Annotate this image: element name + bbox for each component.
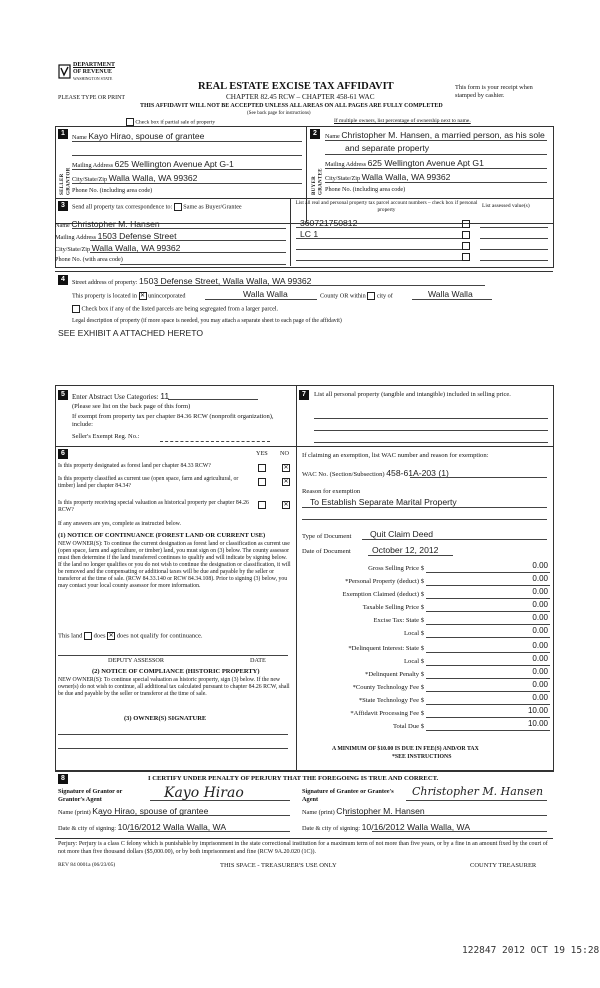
grantor-signature-text: Kayo Hirao bbox=[164, 785, 244, 801]
historic-no-checkbox[interactable]: ✕ bbox=[283, 502, 289, 508]
grantee-name[interactable]: Christopher M. Hansen bbox=[336, 806, 425, 816]
current-use-yes-checkbox[interactable] bbox=[258, 478, 266, 486]
tax-row-label: *Affidavit Processing Fee $ bbox=[350, 710, 424, 717]
notice2-title: (2) NOTICE OF COMPLIANCE (HISTORIC PROPERTY) bbox=[92, 668, 260, 675]
property-city[interactable]: Walla Walla bbox=[428, 289, 473, 299]
doc-date-label: Date of Document bbox=[302, 548, 351, 555]
section-3-number: 3 bbox=[58, 201, 68, 211]
tax-row-value[interactable]: 0.00 bbox=[532, 641, 548, 650]
forest-no-checkbox[interactable]: ✕ bbox=[283, 465, 289, 471]
tax-row-value[interactable]: 0.00 bbox=[532, 600, 548, 609]
tax-row bbox=[300, 586, 552, 599]
tax-row bbox=[300, 692, 552, 705]
dept-line3: WASHINGTON STATE bbox=[73, 76, 113, 81]
reason-label: Reason for exemption bbox=[302, 488, 361, 495]
minimum-fee-note: A MINIMUM OF $10.00 IS DUE IN FEE(S) AND/OR TAX bbox=[332, 746, 479, 752]
abstract-label: Enter Abstract Use Categories: bbox=[72, 393, 159, 401]
corr-mailing-label: Mailing Address bbox=[55, 234, 97, 241]
city-of-checkbox[interactable] bbox=[367, 292, 375, 300]
grantee-signature-svg bbox=[410, 781, 550, 799]
tax-row-value[interactable]: 0.00 bbox=[532, 667, 548, 676]
buyer-phone-label: Phone No. (including area code) bbox=[325, 186, 406, 193]
this-land-label: This land bbox=[58, 632, 83, 640]
located-prefix: This property is located in bbox=[72, 292, 137, 300]
does-not-checkbox[interactable]: ✕ bbox=[108, 633, 114, 639]
doc-date[interactable]: October 12, 2012 bbox=[372, 545, 439, 555]
tax-row bbox=[300, 625, 552, 638]
parcel-1-checkbox[interactable] bbox=[462, 220, 470, 228]
current-use-no-checkbox[interactable]: ✕ bbox=[283, 479, 289, 485]
tax-row-value[interactable]: 0.00 bbox=[532, 654, 548, 663]
tax-row bbox=[300, 653, 552, 666]
tax-row bbox=[300, 666, 552, 679]
tax-row-label: *Personal Property (deduct) $ bbox=[345, 578, 424, 585]
no-header: NO bbox=[280, 450, 289, 457]
buyer-name-label: Name bbox=[325, 133, 340, 140]
grantee-signature[interactable] bbox=[410, 781, 550, 799]
form-warning: THIS AFFIDAVIT WILL NOT BE ACCEPTED UNLESS ALL AREAS ON ALL PAGES ARE FULLY COMPLETED bbox=[140, 103, 443, 109]
corr-name[interactable]: Christopher M. Hansen bbox=[71, 219, 160, 229]
tax-row-value[interactable]: 0.00 bbox=[532, 561, 548, 570]
seller-mailing[interactable]: 625 Wellington Avenue Apt G-1 bbox=[114, 159, 234, 169]
grantor-name[interactable]: Kayo Hirao, spouse of grantee bbox=[92, 806, 209, 816]
parcel-3-checkbox[interactable] bbox=[462, 242, 470, 250]
tax-row-label: Local $ bbox=[404, 658, 424, 665]
wac-number[interactable]: 458-61A-203 (1) bbox=[386, 468, 449, 478]
form-title: REAL ESTATE EXCISE TAX AFFIDAVIT bbox=[198, 81, 394, 92]
tax-row-label: Local $ bbox=[404, 630, 424, 637]
grantor-signature-svg bbox=[160, 783, 290, 801]
street-label: Street address of property: bbox=[72, 279, 138, 286]
answers-note: If any answers are yes, complete as instructed below. bbox=[58, 521, 181, 527]
tax-row bbox=[300, 573, 552, 586]
buyer-city-label: City/State/Zip bbox=[325, 175, 361, 182]
same-as-buyer-label: Same as Buyer/Grantee bbox=[183, 203, 242, 211]
seller-phone-label: Phone No. (including area code) bbox=[72, 187, 153, 194]
wac-label: WAC No. (Section/Subsection) bbox=[302, 471, 385, 478]
tax-row-label: Total Due $ bbox=[392, 723, 424, 730]
buyer-mailing-label: Mailing Address bbox=[325, 161, 367, 168]
tax-row-value[interactable]: 0.00 bbox=[532, 680, 548, 689]
seller-mailing-label: Mailing Address bbox=[72, 162, 114, 169]
section-5-number: 5 bbox=[58, 390, 68, 400]
dept-line2: OF REVENUE bbox=[73, 69, 112, 75]
parcel-4-checkbox[interactable] bbox=[462, 253, 470, 261]
tax-row bbox=[300, 679, 552, 692]
seller-name-label: Name bbox=[72, 134, 87, 141]
legal-label: Legal description of property (if more space is needed, you may attach a separate sheet to each page of the affidavit) bbox=[72, 318, 342, 324]
tax-row-value[interactable]: 0.00 bbox=[532, 626, 548, 635]
county-treasurer: COUNTY TREASURER bbox=[470, 862, 537, 869]
doc-type[interactable]: Quit Claim Deed bbox=[370, 529, 434, 539]
corr-mailing[interactable]: 1503 Defense Street bbox=[97, 231, 177, 241]
section-7-number: 7 bbox=[299, 390, 309, 400]
grantee-sig-label: Signature of Grantee or Grantee's Agent bbox=[302, 788, 394, 803]
multiple-owners: If multiple owners, list percentage of ownership next to name. bbox=[334, 118, 471, 124]
grantor-date-label: Date & city of signing: bbox=[58, 825, 117, 832]
abstract-line2: (Please see list on the back page of this form) bbox=[72, 403, 191, 410]
grantor-signature[interactable] bbox=[160, 783, 290, 801]
doc-type-label: Type of Document bbox=[302, 533, 352, 540]
dor-logo bbox=[58, 62, 118, 90]
does-checkbox[interactable] bbox=[84, 632, 92, 640]
tax-row bbox=[300, 560, 552, 573]
parcel-2[interactable]: LC 1 bbox=[300, 229, 319, 239]
buyer-name-line1[interactable]: Christopher M. Hansen, a married person, as his sole bbox=[341, 130, 545, 140]
deputy-assessor-label: DEPUTY ASSESSOR bbox=[108, 657, 164, 664]
section-1-number: 1 bbox=[58, 129, 68, 139]
tax-row bbox=[300, 718, 552, 731]
abstract-use-value[interactable]: 11 bbox=[160, 391, 170, 401]
yes-header: YES bbox=[256, 450, 268, 457]
tax-row-label: *State Technology Fee $ bbox=[358, 697, 424, 704]
grantee-date-label: Date & city of signing: bbox=[302, 825, 361, 832]
tax-row-value[interactable]: 0.00 bbox=[532, 613, 548, 622]
corr-city-label: City/State/Zip bbox=[55, 246, 91, 253]
grantee-signature-text: Christopher M. Hansen bbox=[412, 785, 544, 798]
form-chapter: CHAPTER 82.45 RCW – CHAPTER 458-61 WAC bbox=[226, 93, 375, 101]
exemption-reason[interactable]: To Establish Separate Marital Property bbox=[310, 497, 457, 507]
tax-row-label: *Delinquent Penalty $ bbox=[365, 671, 424, 678]
question-current-use: Is this property classified as current use (open space, farm and agricultural, or timber) land per chapter 84.34? bbox=[58, 476, 239, 490]
recording-stamp: 122847 2012 OCT 19 15:28 bbox=[462, 945, 600, 956]
grantor-name-label: Name (print) bbox=[58, 809, 91, 816]
tax-row-label: *Delinquent Interest: State $ bbox=[348, 645, 424, 652]
corr-phone-label: Phone No. (with area code) bbox=[55, 256, 123, 263]
see-back: (See back page for instructions) bbox=[247, 111, 311, 116]
notice1-body: NEW OWNER(S): To continue the current designation as forest land or classification as current use (open space, farm and agriculture, or timber) land, you must sign on (3) below. The county assessor must then determine if the land transferred continues to qualify and will indicate by signing below. If the land no longer qualifies or you do not wish to continue the designation or classification, it will be removed and the compensating or additional taxes will be due and payable by the seller or transferor at the time of sale. (RCW 84.33.140 or RCW 84.34.108). Prior to signing (3) below, you may contact your local county assessor for more information. bbox=[58, 541, 291, 590]
grantor-sig-label: Signature of Grantor or Grantor's Agent bbox=[58, 788, 123, 803]
partial-sale-label: Check box if partial sale of property bbox=[135, 119, 216, 126]
buyer-name-line2[interactable]: and separate property bbox=[345, 143, 430, 153]
tax-row-value[interactable]: 10.00 bbox=[527, 706, 548, 715]
tax-row-value[interactable]: 0.00 bbox=[532, 574, 548, 583]
rev-number: REV 84 0001a (06/23/05) bbox=[58, 862, 116, 868]
exemption-label: If claiming an exemption, list WAC number and reason for exemption: bbox=[302, 452, 489, 459]
unincorporated-checkbox[interactable]: ✕ bbox=[140, 293, 146, 299]
city-of-label: city of bbox=[376, 292, 393, 300]
tax-row-value[interactable]: 0.00 bbox=[532, 693, 548, 702]
qualify-label: qualify for continuance. bbox=[140, 632, 203, 640]
receipt-note: This form is your receipt when stamped by cashier. bbox=[455, 84, 533, 99]
partial-sale[interactable] bbox=[126, 118, 215, 126]
buyer-city[interactable]: Walla Walla, WA 99362 bbox=[361, 172, 451, 182]
dept-line1: DEPARTMENT bbox=[73, 62, 116, 68]
buyer-mailing[interactable]: 625 Wellington Avenue Apt G1 bbox=[367, 158, 484, 168]
segregated-checkbox[interactable] bbox=[72, 305, 80, 313]
see-instructions: *SEE INSTRUCTIONS bbox=[392, 754, 452, 760]
abstract-line3: If exempt from property tax per chapter 84.36 RCW (nonprofit organization), include: bbox=[72, 413, 274, 429]
county-suffix: County OR within bbox=[320, 292, 366, 300]
seller-city-label: City/State/Zip bbox=[72, 176, 108, 183]
personal-property-label: List all personal property (tangible and intangible) included in selling price. bbox=[314, 391, 511, 398]
treasurer-use: THIS SPACE - TREASURER'S USE ONLY bbox=[220, 862, 337, 869]
historic-yes-checkbox[interactable] bbox=[258, 501, 266, 509]
seller-name[interactable]: Kayo Hirao, spouse of grantee bbox=[88, 131, 205, 141]
tax-row bbox=[300, 599, 552, 612]
notice1-title: (1) NOTICE OF CONTINUANCE (FOREST LAND OR CURRENT USE) bbox=[58, 532, 266, 539]
please-type: PLEASE TYPE OR PRINT bbox=[58, 95, 126, 101]
section-8-number: 8 bbox=[58, 774, 68, 784]
partial-sale-checkbox[interactable] bbox=[126, 118, 134, 126]
same-as-buyer-checkbox[interactable] bbox=[174, 203, 182, 211]
tax-row-label: Excise Tax: State $ bbox=[373, 617, 424, 624]
section-4-number: 4 bbox=[58, 275, 68, 285]
legal-description[interactable]: SEE EXHIBIT A ATTACHED HERETO bbox=[58, 328, 204, 338]
corr-city[interactable]: Walla Walla, WA 99362 bbox=[91, 243, 181, 253]
question-historic: Is this property receiving special valuation as historical property per chapter 84.26 RCW? bbox=[58, 500, 249, 514]
property-street[interactable]: 1503 Defense Street, Walla Walla, WA 99362 bbox=[139, 276, 312, 286]
abstract-line4: Seller's Exempt Reg. No.: bbox=[72, 433, 140, 440]
certify-statement: I CERTIFY UNDER PENALTY OF PERJURY THAT THE FOREGOING IS TRUE AND CORRECT. bbox=[148, 775, 439, 782]
parcel-2-checkbox[interactable] bbox=[462, 231, 470, 239]
segregated-label: Check box if any of the listed parcels are being segregated from a larger parcel. bbox=[81, 305, 279, 313]
tax-row bbox=[300, 705, 552, 718]
tax-row bbox=[300, 640, 552, 653]
does-not-label: does not bbox=[116, 632, 139, 640]
grantee-date[interactable]: 10/16/2012 Walla Walla, WA bbox=[361, 822, 471, 832]
does-label: does bbox=[93, 632, 106, 640]
seller-city[interactable]: Walla Walla, WA 99362 bbox=[108, 173, 198, 183]
corr-name-label: Name bbox=[55, 222, 70, 229]
deputy-date-label: DATE bbox=[250, 657, 266, 664]
parcel-header: List all real and personal property tax parcel account numbers – check box if personal property bbox=[295, 200, 478, 213]
tax-row-value[interactable]: 0.00 bbox=[532, 587, 548, 596]
tax-row-label: *County Technology Fee $ bbox=[352, 684, 424, 691]
tax-row bbox=[300, 612, 552, 625]
tax-row-label: Taxable Selling Price $ bbox=[362, 604, 424, 611]
tax-row-label: Gross Selling Price $ bbox=[368, 565, 424, 572]
section-2-number: 2 bbox=[310, 129, 320, 139]
parcel-1[interactable]: 360721750812 bbox=[300, 218, 358, 228]
tax-table bbox=[300, 560, 552, 736]
seller-side-label: SELLER GRANTOR bbox=[60, 167, 72, 195]
correspondence-label: Send all property tax correspondence to: bbox=[72, 203, 173, 211]
perjury-notice: Perjury: Perjury is a class C felony which is punishable by imprisonment in the state correctional institution for a maximum term of not more than five years, or by a fine in an amount fixed by the court of not more than five thousand dollars ($5,000.00), or by both imprisonment and fine (RCW 9A.20.020 (1C)). bbox=[58, 841, 548, 855]
unincorporated-label: unincorporated bbox=[148, 292, 186, 300]
property-county[interactable]: Walla Walla bbox=[243, 289, 288, 299]
section-6-number: 6 bbox=[58, 449, 68, 459]
grantee-name-label: Name (print) bbox=[302, 809, 335, 816]
question-forest: Is this property designated as forest land per chapter 84.33 RCW? bbox=[58, 463, 211, 469]
tax-row-label: Exemption Claimed (deduct) $ bbox=[342, 591, 424, 598]
owner-signature-label: (3) OWNER(S) SIGNATURE bbox=[124, 715, 207, 722]
buyer-side-label: BUYER GRANTEE bbox=[312, 168, 324, 195]
grantor-date[interactable]: 10/16/2012 Walla Walla, WA bbox=[117, 822, 227, 832]
forest-yes-checkbox[interactable] bbox=[258, 464, 266, 472]
notice2-body: NEW OWNER(S): To continue special valuation as historic property, sign (3) below. If the new owner(s) do not wish to continue, all additional tax calculated pursuant to chapter 84.26 RCW, shall be due and payable by the seller or transferor at the time of sale. bbox=[58, 677, 290, 698]
dor-logo-icon bbox=[58, 64, 72, 80]
tax-row-value[interactable]: 10.00 bbox=[527, 719, 548, 728]
assessed-header: List assessed value(s) bbox=[482, 203, 530, 209]
